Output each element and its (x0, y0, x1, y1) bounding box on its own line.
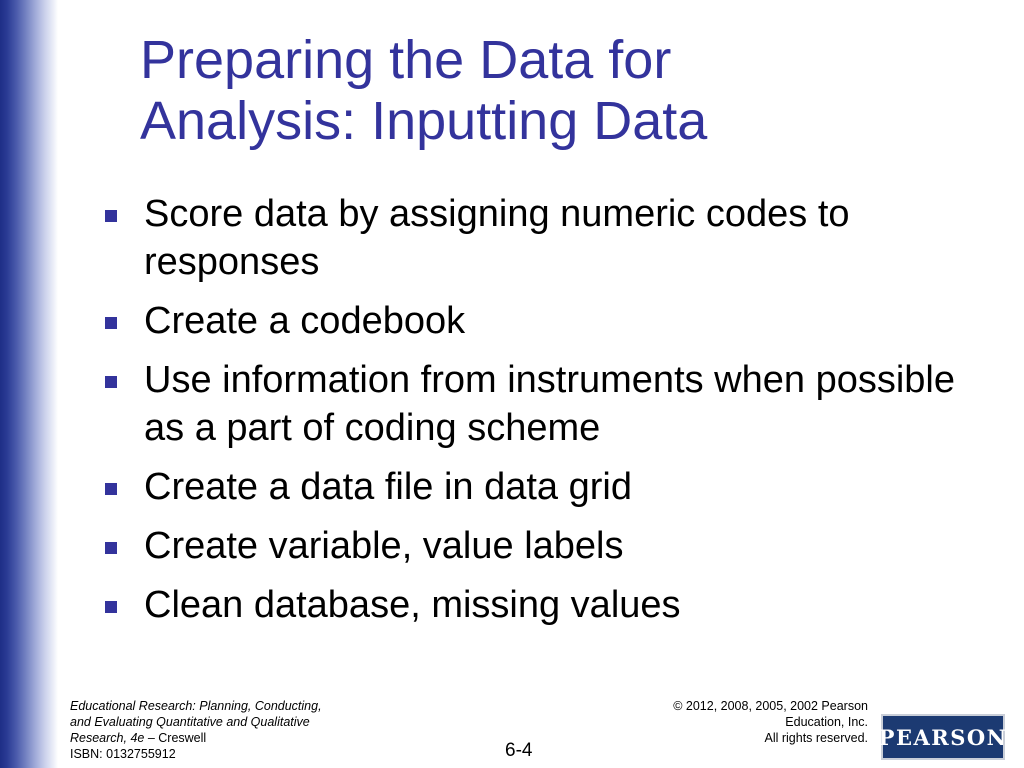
copyright-line-3: All rights reserved. (764, 731, 868, 745)
bullet-text: Create a codebook (144, 300, 466, 342)
square-bullet-icon (105, 376, 117, 388)
footer-isbn: ISBN: 0132755912 (70, 747, 176, 761)
footer-book-title-3: Research, 4e (70, 731, 145, 745)
slide-title (140, 30, 980, 152)
footer-author: – Creswell (144, 731, 207, 745)
slide-number: 6-4 (505, 740, 533, 761)
bullet-item (104, 463, 1004, 511)
square-bullet-icon (105, 601, 117, 613)
bullet-text: Create variable, value labels (144, 525, 624, 567)
square-bullet-icon (105, 542, 117, 554)
square-bullet-icon (105, 317, 117, 329)
decorative-side-bar (0, 0, 58, 768)
bullet-text: Use information from instruments when possible as a part of coding scheme (144, 359, 956, 449)
bullet-item (104, 190, 1004, 286)
square-bullet-icon (105, 210, 117, 222)
footer-citation (70, 698, 400, 762)
pearson-logo-text: PEARSON (878, 724, 1008, 750)
copyright-line-2: Education, Inc. (785, 715, 868, 729)
bullet-text: Score data by assigning numeric codes to responses (144, 193, 850, 283)
square-bullet-icon (105, 483, 117, 495)
copyright-line-1: © 2012, 2008, 2005, 2002 Pearson (673, 699, 868, 713)
pearson-logo (878, 714, 1008, 760)
footer-book-title-2: and Evaluating Quantitative and Qualitative (70, 715, 310, 729)
slide-title-line-1: Preparing the Data for (140, 30, 672, 90)
bullet-item (104, 297, 1004, 345)
footer-copyright (600, 698, 868, 746)
bullet-item (104, 581, 1004, 629)
bullet-text: Clean database, missing values (144, 584, 681, 626)
slide-title-line-2: Analysis: Inputting Data (140, 91, 708, 151)
bullet-text: Create a data file in data grid (144, 466, 632, 508)
bullet-list (104, 190, 1004, 640)
bullet-item (104, 356, 1004, 452)
bullet-item (104, 522, 1004, 570)
footer-book-title-1: Educational Research: Planning, Conducting, (70, 699, 322, 713)
